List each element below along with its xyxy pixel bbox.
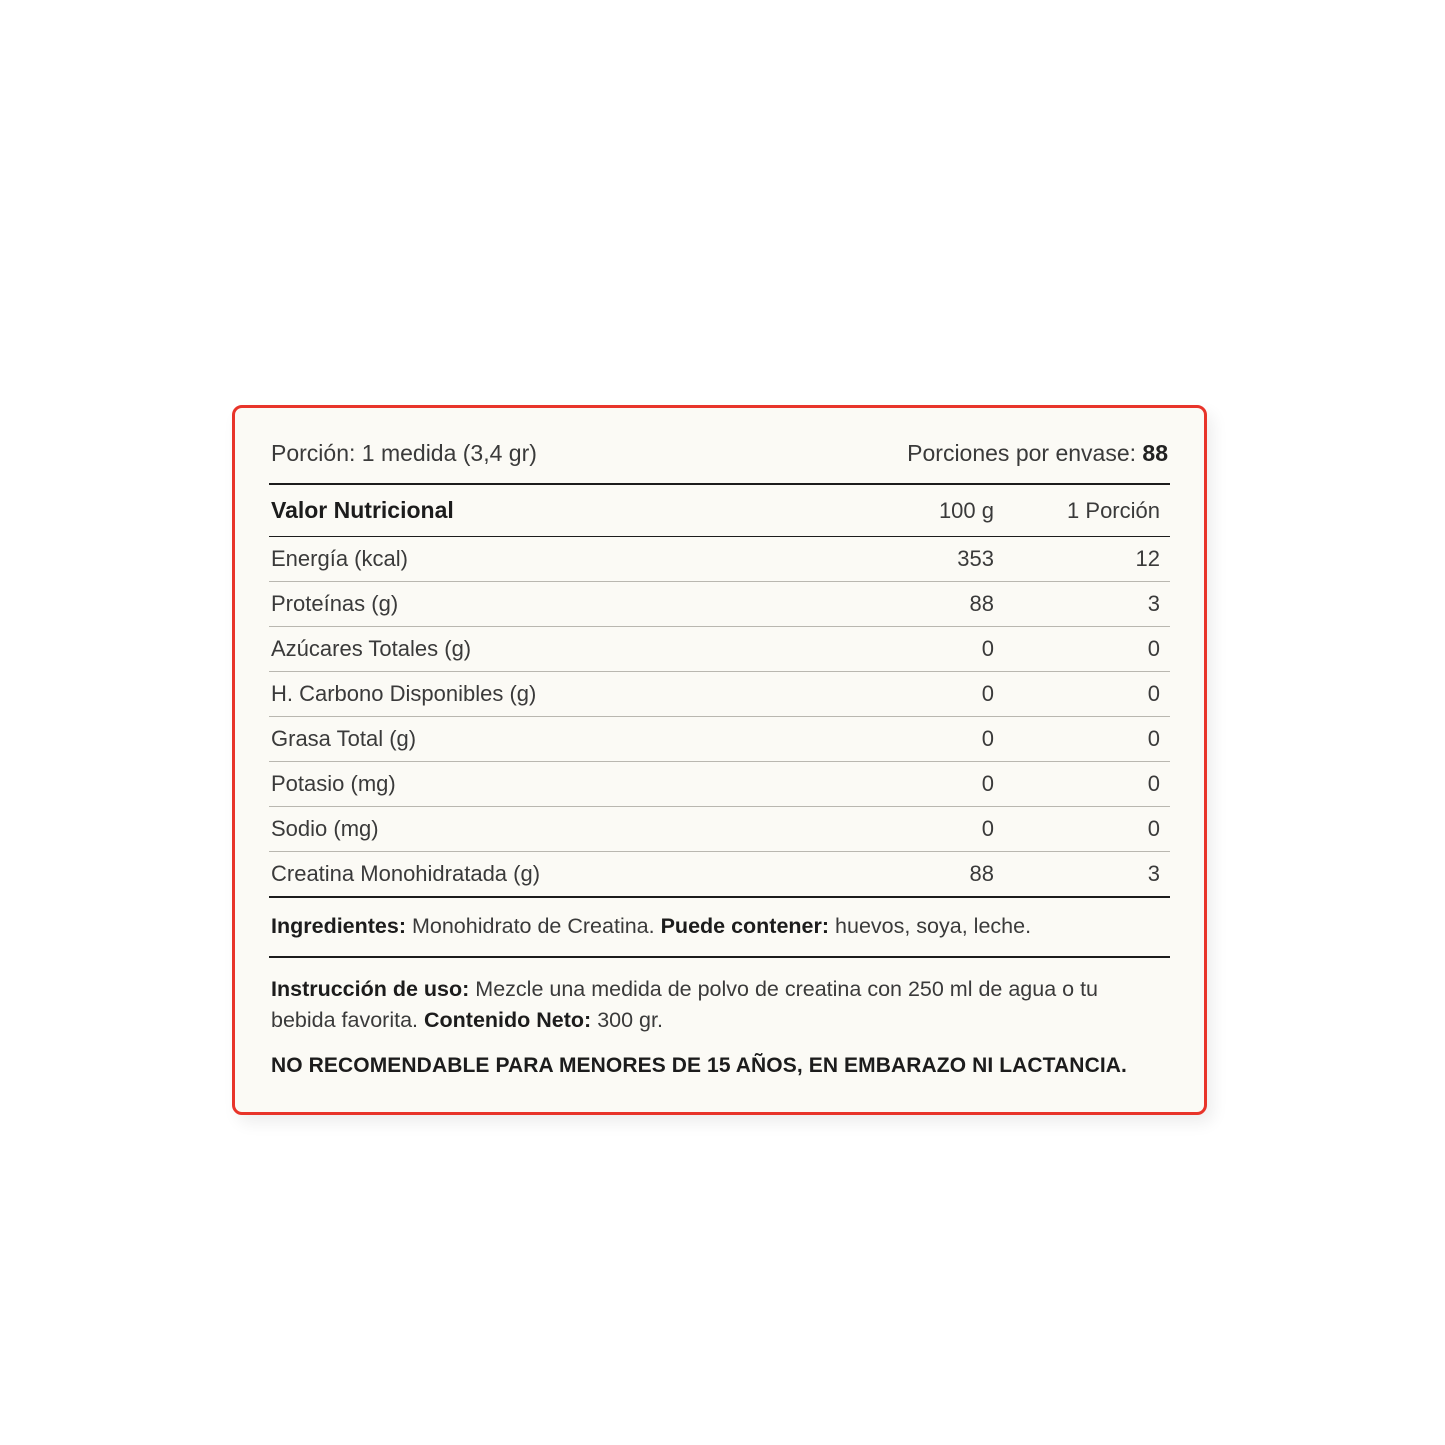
servings-per-container-value: 88 xyxy=(1142,440,1168,466)
table-row xyxy=(269,582,1170,627)
table-row xyxy=(269,537,1170,582)
nutrient-name: Potasio (mg) xyxy=(269,762,842,807)
may-contain-text: huevos, soya, leche. xyxy=(835,914,1032,938)
table-row xyxy=(269,627,1170,672)
serving-size-text: Porción: 1 medida (3,4 gr) xyxy=(271,440,537,466)
may-contain-label: Puede contener: xyxy=(660,914,830,938)
nutrient-name: Creatina Monohidratada (g) xyxy=(269,852,842,898)
nutrient-per-serving: 12 xyxy=(1028,537,1170,582)
column-header-per-serving: 1 Porción xyxy=(1028,484,1170,537)
ingredients-text: Monohidrato de Creatina. xyxy=(411,914,655,938)
ingredients-section xyxy=(269,898,1170,958)
usage-section xyxy=(269,958,1143,1036)
serving-info-row xyxy=(269,434,1170,483)
nutrient-per-serving: 0 xyxy=(1028,672,1170,717)
nutrient-per-100g: 88 xyxy=(842,582,1028,627)
nutrient-per-serving: 0 xyxy=(1028,627,1170,672)
ingredients-label: Ingredientes: xyxy=(271,914,406,938)
nutrient-per-100g: 0 xyxy=(842,627,1028,672)
nutrient-per-serving: 3 xyxy=(1028,582,1170,627)
table-row xyxy=(269,672,1170,717)
nutrition-label-card xyxy=(232,405,1207,1115)
servings-per-container-label: Porciones por envase: xyxy=(907,440,1137,466)
warning-text: NO RECOMENDABLE PARA MENORES DE 15 AÑOS, EN EMBARAZO NI LACTANCIA. xyxy=(271,1054,1127,1078)
table-row xyxy=(269,717,1170,762)
nutrient-name: Grasa Total (g) xyxy=(269,717,842,762)
nutrient-name: Sodio (mg) xyxy=(269,807,842,852)
nutrient-per-serving: 0 xyxy=(1028,762,1170,807)
table-row xyxy=(269,762,1170,807)
nutrient-per-serving: 0 xyxy=(1028,717,1170,762)
nutrition-table-body xyxy=(269,537,1170,898)
nutrient-name: Azúcares Totales (g) xyxy=(269,627,842,672)
nutrient-per-100g: 353 xyxy=(842,537,1028,582)
net-content-label: Contenido Neto: xyxy=(424,1008,592,1033)
nutrient-per-100g: 88 xyxy=(842,852,1028,898)
nutrient-per-100g: 0 xyxy=(842,672,1028,717)
nutrient-name: H. Carbono Disponibles (g) xyxy=(269,672,842,717)
nutrient-name: Energía (kcal) xyxy=(269,537,842,582)
nutrient-per-100g: 0 xyxy=(842,807,1028,852)
nutrient-per-100g: 0 xyxy=(842,717,1028,762)
usage-text: Mezcle una medida de polvo de creatina con 250 ml de agua o tu bebida favorita. xyxy=(271,977,1099,1033)
usage-label: Instrucción de uso: xyxy=(271,977,470,1002)
column-header-nutrient: Valor Nutricional xyxy=(269,484,842,537)
table-row xyxy=(269,807,1170,852)
nutrition-table xyxy=(269,483,1170,898)
table-row xyxy=(269,852,1170,898)
column-header-per-100g: 100 g xyxy=(842,484,1028,537)
nutrient-name: Proteínas (g) xyxy=(269,582,842,627)
servings-per-container xyxy=(907,440,1168,467)
nutrient-per-serving: 0 xyxy=(1028,807,1170,852)
nutrient-per-serving: 3 xyxy=(1028,852,1170,898)
table-header-row xyxy=(269,484,1170,537)
nutrition-table-head xyxy=(269,484,1170,537)
nutrient-per-100g: 0 xyxy=(842,762,1028,807)
net-content-value: 300 gr. xyxy=(597,1008,663,1033)
